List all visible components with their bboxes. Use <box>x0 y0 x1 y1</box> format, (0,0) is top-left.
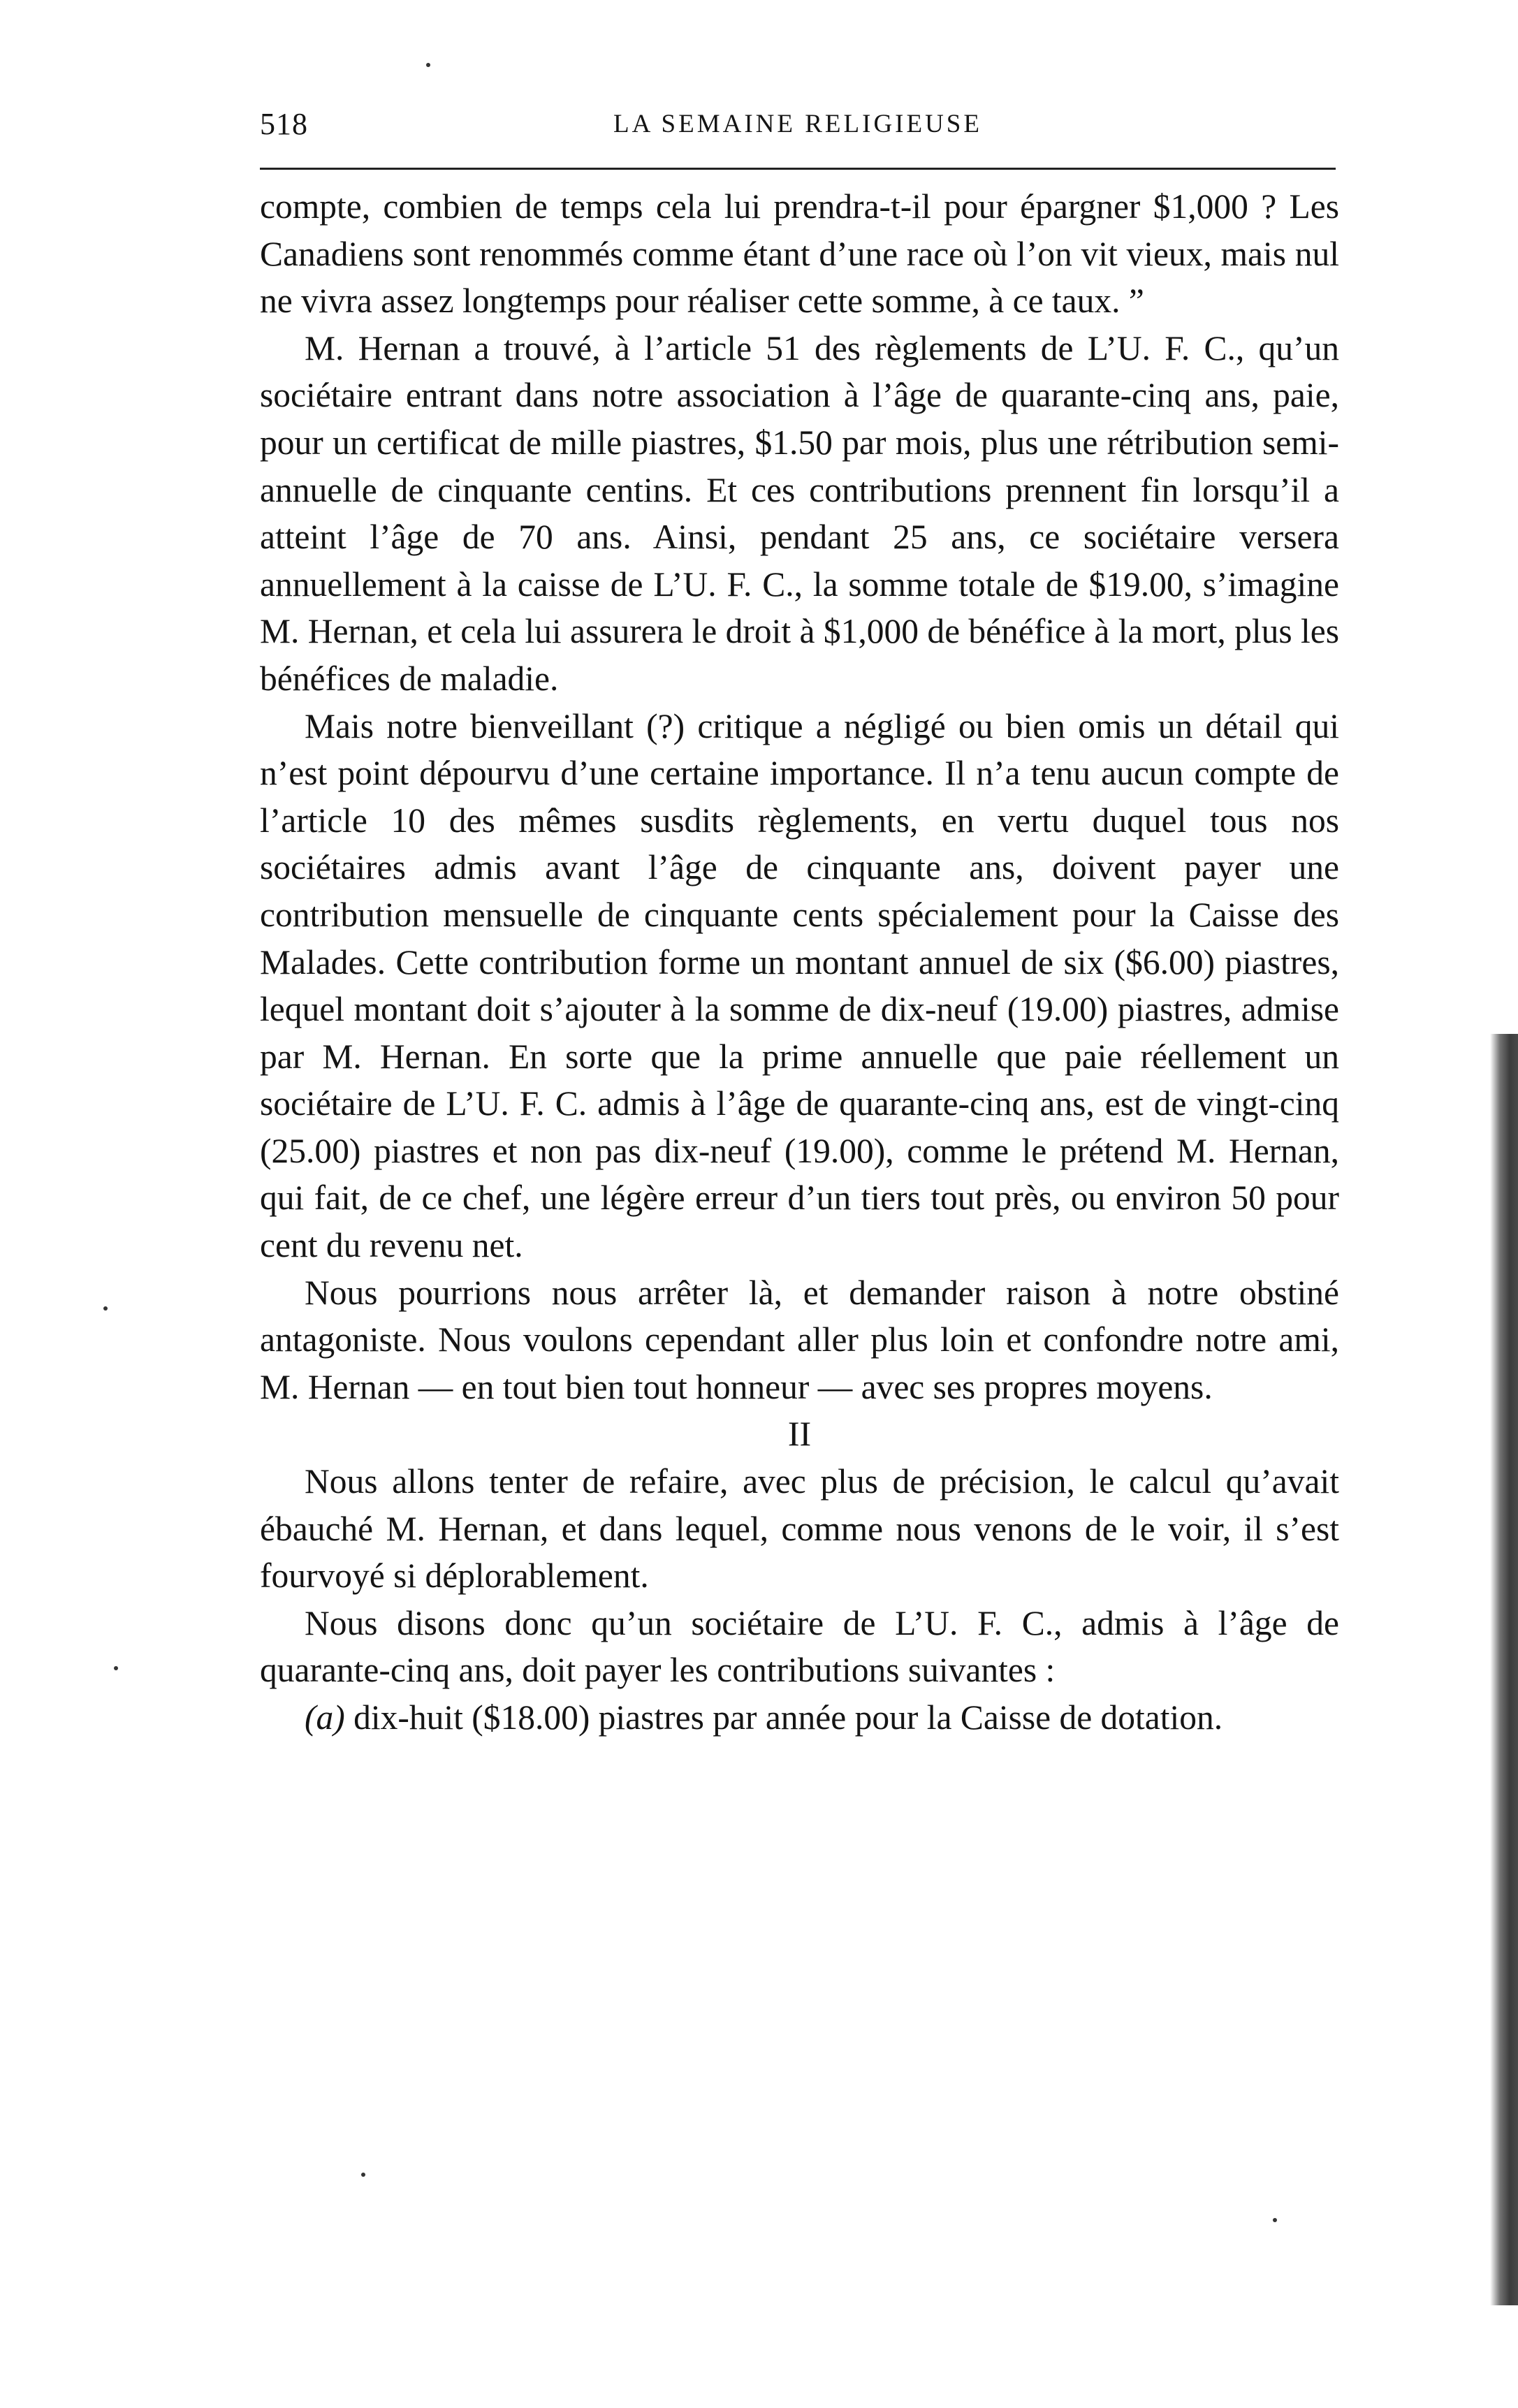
paragraph-3: Mais notre bienveillant (?) critique a négligé ou bien omis un détail qui n’est point dépourvu d’une certaine importance. Il n’a tenu aucun compte de l’article 10 des mêmes susdits règlements, en vertu duquel tous nos sociétaires admis avant l’âge de cinquante ans, doivent payer une contribution mensuelle de cinquante cents spécialement pour la Caisse des Malades. Cette contribution forme un montant annuel de six ($6.00) piastres, lequel montant doit s’ajouter à la somme de dix-neuf (19.00) piastres, admise par M. Hernan. En sorte que la prime annuelle que paie réellement un sociétaire de L’U. F. C. admis à l’âge de quarante-cinq ans, est de vingt-cinq (25.00) piastres et non pas dix-neuf (19.00), comme le prétend M. Hernan, qui fait, de ce chef, une légère erreur d’un tiers tout près, ou environ 50 pour cent du revenu net. <box>260 706 1339 1265</box>
paragraph-6: Nous disons donc qu’un sociétaire de L’U. F. C., admis à l’âge de quarante-cinq ans, doit payer les contributions suivantes : <box>260 1603 1339 1690</box>
section-heading: II <box>787 1414 812 1454</box>
paragraph-1: compte, combien de temps cela lui prendra-t-il pour épargner $1,000 ? Les Canadiens sont renommés comme étant d’une race où l’on vit vieux, mais nul ne vivra assez longtemps pour réaliser cette somme, à ce taux. ” <box>260 187 1339 321</box>
ink-speck <box>426 63 430 67</box>
ink-speck <box>103 1306 108 1311</box>
running-title: LA SEMAINE RELIGIEUSE <box>613 110 982 138</box>
paragraph-7 <box>260 1694 1339 1742</box>
paragraph-2: M. Hernan a trouvé, à l’article 51 des règlements de L’U. F. C., qu’un sociétaire entrant dans notre association à l’âge de quarante-cinq ans, paie, pour un certificat de mille piastres, $1.50 par mois, plus une rétribution semi-annuelle de cinquante centins. Et ces contributions prennent fin lorsqu’il a atteint l’âge de 70 ans. Ainsi, pendant 25 ans, ce sociétaire versera annuellement à la caisse de L’U. F. C., la somme totale de $19.00, s’imagine M. Hernan, et cela lui assurera le droit à $1,000 de bénéfice à la mort, plus les bénéfices de maladie. <box>260 328 1339 698</box>
list-item-text: dix-huit ($18.00) piastres par année pour la Caisse de dotation. <box>344 1698 1223 1737</box>
header-rule <box>260 168 1336 170</box>
binding-edge <box>1490 1034 1518 2305</box>
paragraph-5: Nous allons tenter de refaire, avec plus de précision, le calcul qu’avait ébauché M. Hernan, et dans lequel, comme nous venons de le voir, il s’est fourvoyé si déplorablement. <box>260 1462 1339 1596</box>
page-number: 518 <box>260 107 308 141</box>
ink-speck <box>361 2173 365 2177</box>
ink-speck <box>114 1666 118 1670</box>
ink-speck <box>1273 2218 1277 2222</box>
page-header <box>260 103 1336 159</box>
paragraph-4: Nous pourrions nous arrêter là, et demander raison à notre obstiné antagoniste. Nous voulons cependant aller plus loin et confondre notre ami, M. Hernan — en tout bien tout honneur — avec ses propres moyens. <box>260 1273 1339 1406</box>
list-marker: (a) <box>305 1698 345 1737</box>
body-text <box>260 183 1339 1742</box>
